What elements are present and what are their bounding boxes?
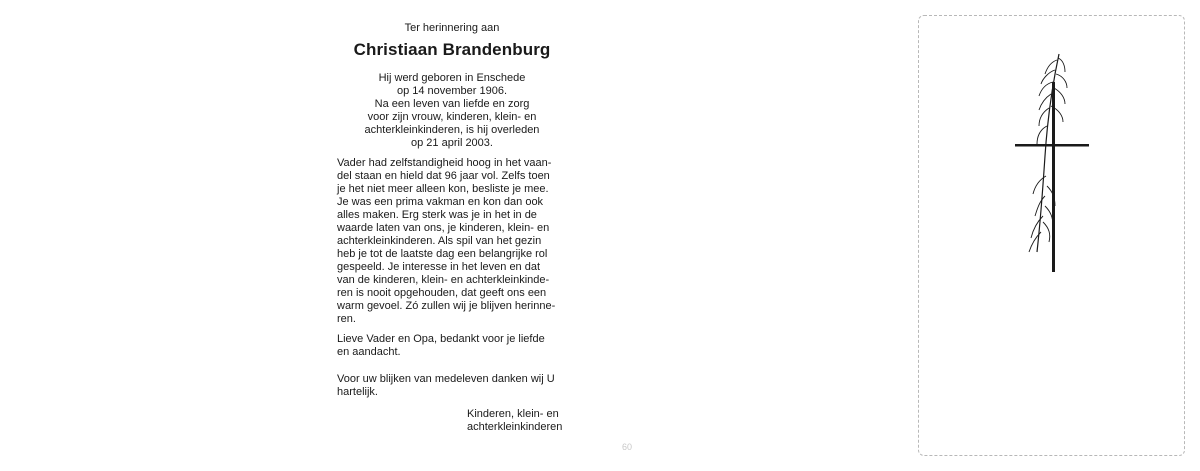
paragraph-line: Je was een prima vakman en kon dan ook	[337, 196, 544, 208]
detail-line: Hij werd geboren in Enschede	[378, 72, 526, 84]
detail-line: op 14 november 1906.	[396, 85, 508, 97]
paragraph-line: van de kinderen, klein- en achterkleinkinde-	[337, 274, 550, 286]
paragraph-line: ren.	[337, 313, 356, 325]
tribute-paragraph	[337, 157, 567, 326]
detail-line: voor zijn vrouw, kinderen, klein- en	[367, 111, 537, 123]
intro-line: Ter herinnering aan	[404, 22, 500, 34]
signature	[467, 408, 577, 434]
paragraph-line: achterkleinkinderen. Als spil van het gezin	[337, 235, 542, 247]
sympathy-paragraph	[337, 373, 567, 399]
paragraph-line: hartelijk.	[337, 386, 378, 398]
paragraph-line: del staan en hield dat 96 jaar vol. Zelfs toen	[337, 170, 550, 182]
paragraph-line: Vader had zelfstandigheid hoog in het vaan-	[337, 157, 552, 169]
page-number: 60	[622, 442, 633, 452]
detail-line: achterkleinkinderen, is hij overleden	[364, 124, 540, 136]
detail-line: Na een leven van liefde en zorg	[374, 98, 530, 110]
cross-with-palm-branch-icon	[1009, 46, 1099, 276]
paragraph-line: gespeeld. Je interesse in het leven en dat	[337, 261, 541, 273]
thanks-paragraph	[337, 333, 567, 359]
paragraph-line: Lieve Vader en Opa, bedankt voor je liefde	[337, 333, 545, 345]
deceased-name: Christiaan Brandenburg	[353, 40, 551, 59]
paragraph-line: je het niet meer alleen kon, besliste je mee.	[337, 183, 549, 195]
paragraph-line: en aandacht.	[337, 346, 401, 358]
signature-line: Kinderen, klein- en	[467, 408, 559, 420]
paragraph-line: ren is nooit opgehouden, dat geeft ons een	[337, 287, 547, 299]
life-details	[337, 72, 567, 150]
paragraph-line: heb je tot de laatste dag een belangrijke rol	[337, 248, 548, 260]
detail-line: op 21 april 2003.	[411, 137, 493, 149]
paragraph-line: waarde laten van ons, je kinderen, klein- en	[337, 222, 550, 234]
signature-line: achterkleinkinderen	[467, 421, 563, 433]
paragraph-line: Voor uw blijken van medeleven danken wij U	[337, 373, 555, 385]
paragraph-line: alles maken. Erg sterk was je in het in de	[337, 209, 537, 221]
paragraph-line: warm gevoel. Zó zullen wij je blijven herinne-	[337, 300, 556, 312]
card-front	[918, 15, 1185, 456]
